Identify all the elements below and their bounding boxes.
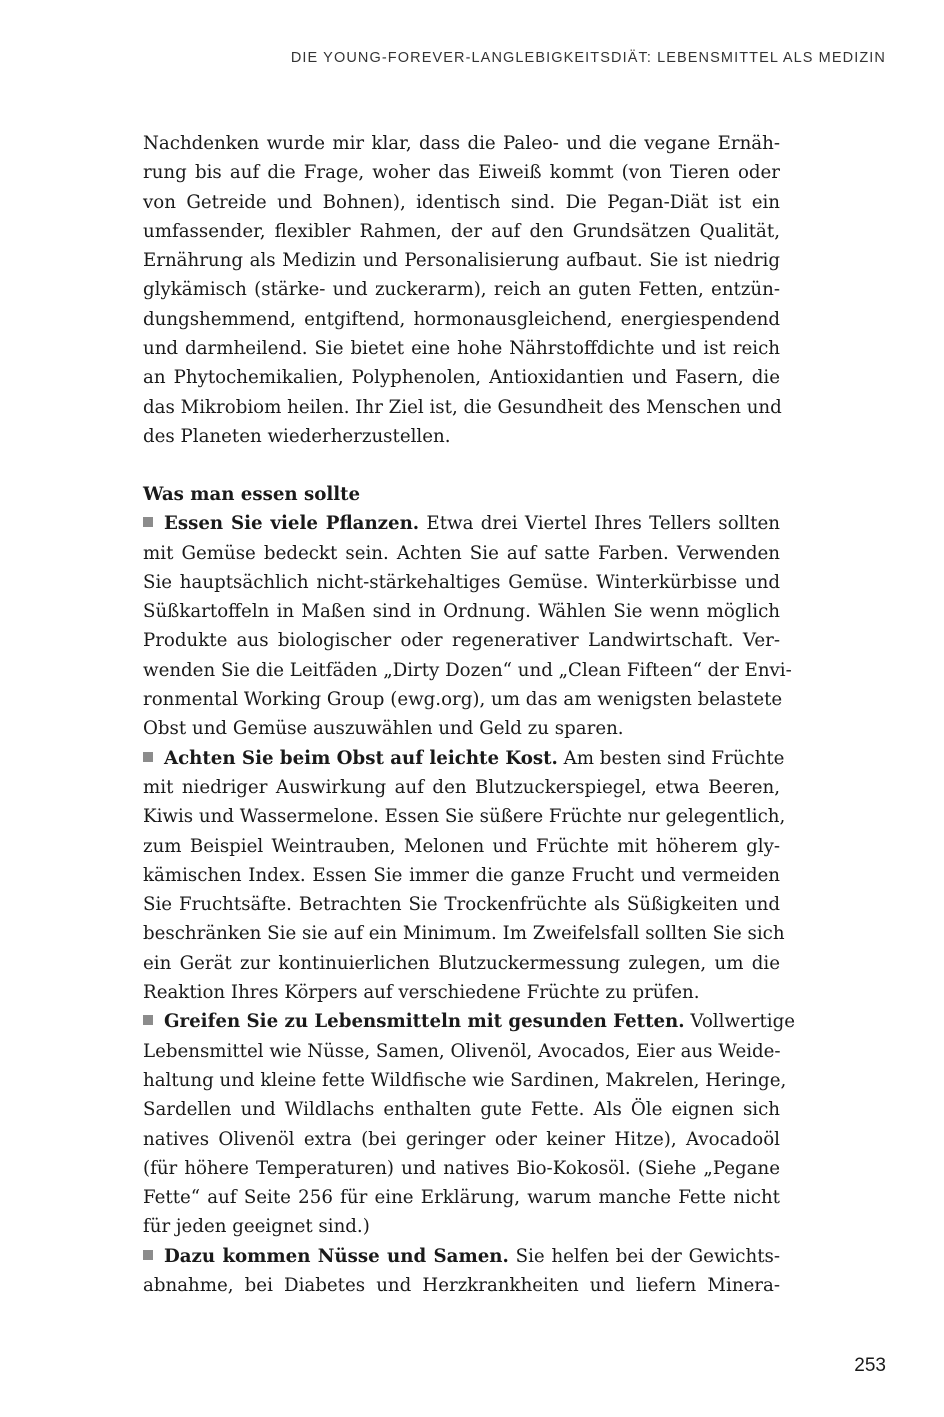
list-item — [143, 744, 786, 1008]
list-item-first-line — [143, 1007, 795, 1036]
text-line: Lebensmittel wie Nüsse, Samen, Olivenöl, Avocados, Eier aus Weide- — [143, 1040, 781, 1062]
list-item — [143, 1007, 795, 1241]
text-line: Fette“ auf Seite 256 für eine Erklärung, warum manche Fette nicht — [143, 1187, 780, 1209]
text-line: von Getreide und Bohnen), identisch sind. Die Pegan-Diät ist ein — [143, 191, 780, 213]
text-line: Nachdenken wurde mir klar, dass die Paleo- und die vegane Ernäh- — [143, 133, 780, 154]
page-number: 253 — [854, 1355, 886, 1376]
list-item — [143, 509, 792, 743]
square-bullet-icon — [143, 517, 153, 527]
text-line: Reaktion Ihres Körpers auf verschiedene Früchte zu prüfen. — [143, 982, 700, 1004]
text-line: beschränken Sie sie auf ein Minimum. Im Zweifelsfall sollten Sie sich — [143, 923, 785, 945]
text-line: rung bis auf die Frage, woher das Eiweiß kommt (von Tieren oder — [143, 162, 780, 184]
text-line: (für höhere Temperaturen) und natives Bio-Kokosöl. (Siehe „Pegane — [143, 1157, 780, 1179]
list-item-lead: Achten Sie beim Obst auf leichte Kost. — [164, 747, 558, 769]
text-line: Produkte aus biologischer oder regenerativer Landwirtschaft. Ver- — [143, 630, 780, 652]
text-line: und darmheilend. Sie bietet eine hohe Nährstoffdichte und ist reich — [143, 338, 780, 360]
text-line: Süßkartoffeln in Maßen sind in Ordnung. Wählen Sie wenn möglich — [143, 601, 780, 623]
running-head: DIE YOUNG-FOREVER-LANGLEBIGKEITSDIÄT: LEBENSMITTEL ALS MEDIZIN — [290, 50, 886, 66]
text-line: Kiwis und Wassermelone. Essen Sie süßere Früchte nur gelegentlich, — [143, 806, 786, 828]
square-bullet-icon — [143, 1015, 153, 1025]
text-line: Ernährung als Medizin und Personalisierung aufbaut. Sie ist niedrig — [143, 250, 780, 272]
text-line: des Planeten wiederherzustellen. — [143, 425, 451, 447]
list-item-first-line — [143, 744, 785, 773]
list-item-text: Am besten sind Früchte — [557, 747, 785, 769]
text-line: Sie Fruchtsäfte. Betrachten Sie Trockenfrüchte als Süßigkeiten und — [143, 894, 780, 916]
list-item — [143, 1242, 780, 1301]
text-line: das Mikrobiom heilen. Ihr Ziel ist, die Gesundheit des Menschen und — [143, 396, 782, 418]
list-item-text: Sie helfen bei der Gewichts- — [508, 1245, 780, 1267]
text-line: abnahme, bei Diabetes und Herzkrankheiten und liefern Minera- — [143, 1275, 780, 1297]
intro-paragraph — [143, 129, 780, 451]
text-line: zum Beispiel Weintrauben, Melonen und Früchte mit höherem gly- — [143, 835, 780, 857]
text-line: haltung und kleine fette Wildfische wie Sardinen, Makrelen, Heringe, — [143, 1069, 787, 1091]
food-list-section — [143, 480, 795, 1300]
list-item-text: Etwa drei Viertel Ihres Tellers sollten — [419, 513, 780, 535]
text-line: mit Gemüse bedeckt sein. Achten Sie auf satte Farben. Verwenden — [143, 542, 780, 564]
text-line: ein Gerät zur kontinuierlichen Blutzuckermessung zulegen, um die — [143, 952, 780, 974]
text-line: Sardellen und Wildlachs enthalten gute Fette. Als Öle eignen sich — [143, 1099, 780, 1121]
text-line: wenden Sie die Leitfäden „Dirty Dozen“ und „Clean Fifteen“ der Envi- — [143, 659, 792, 681]
square-bullet-icon — [143, 1250, 153, 1260]
text-line: ronmental Working Group (ewg.org), um das am wenigsten belastete — [143, 689, 783, 711]
text-line: an Phytochemikalien, Polyphenolen, Antioxidantien und Fasern, die — [143, 367, 780, 389]
section-heading: Was man essen sollte — [143, 484, 361, 505]
text-line: dungshemmend, entgiftend, hormonausgleichend, energiespendend — [143, 308, 780, 330]
list-item-lead: Dazu kommen Nüsse und Samen. — [164, 1245, 509, 1267]
text-line: Obst und Gemüse auszuwählen und Geld zu sparen. — [143, 718, 624, 740]
text-line: mit niedriger Auswirkung auf den Blutzuckerspiegel, etwa Beeren, — [143, 776, 780, 798]
list-item-lead: Greifen Sie zu Lebensmitteln mit gesunden Fetten. — [164, 1011, 685, 1033]
text-line: glykämisch (stärke- und zuckerarm), reich an guten Fetten, entzün- — [143, 279, 780, 301]
text-line: für jeden geeignet sind.) — [143, 1216, 370, 1238]
list-item-first-line — [143, 509, 780, 538]
list-item-text: Vollwertige — [684, 1011, 795, 1033]
list-item-first-line — [143, 1242, 780, 1271]
text-line: Sie hauptsächlich nicht-stärkehaltiges Gemüse. Winterkürbisse und — [143, 571, 780, 593]
square-bullet-icon — [143, 752, 153, 762]
text-line: kämischen Index. Essen Sie immer die ganze Frucht und vermeiden — [143, 864, 780, 886]
text-line: natives Olivenöl extra (bei geringer oder keiner Hitze), Avocadoöl — [143, 1128, 780, 1150]
text-line: umfassender, flexibler Rahmen, der auf den Grundsätzen Qualität, — [143, 220, 780, 242]
list-item-lead: Essen Sie viele Pflanzen. — [164, 513, 420, 535]
